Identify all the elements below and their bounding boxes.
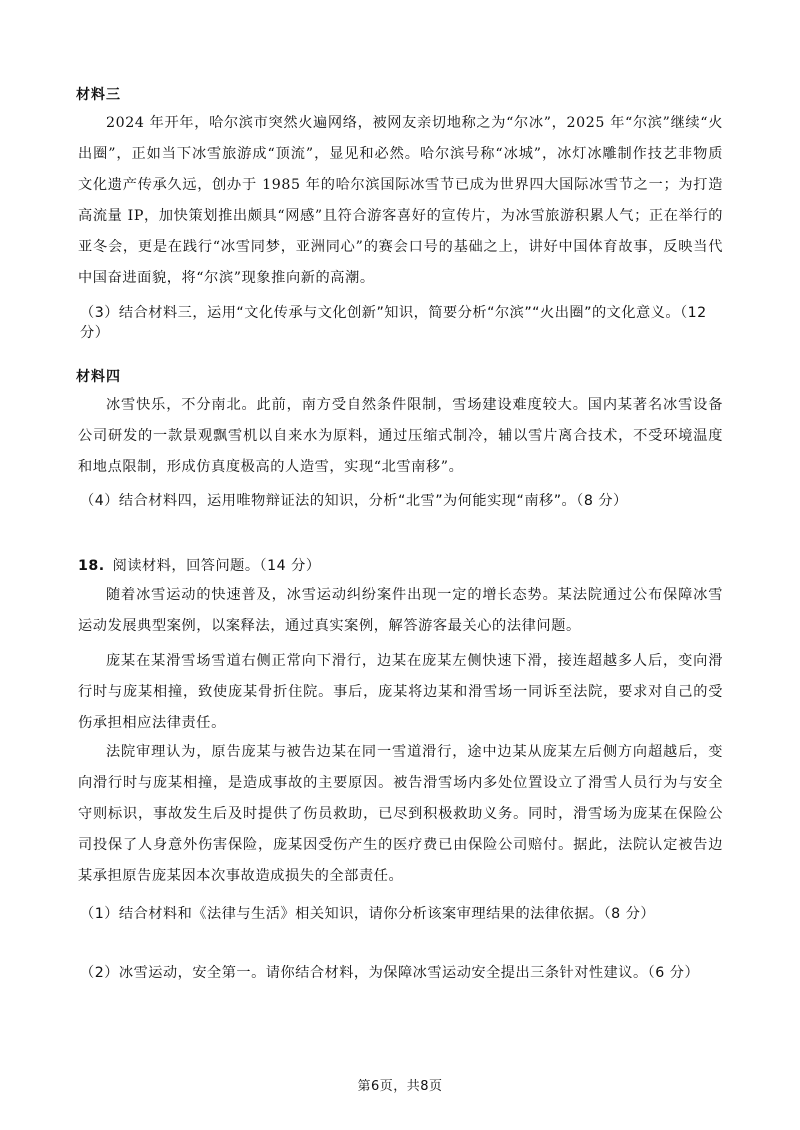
question-18-prompt: 阅读材料，回答问题。（14 分） — [112, 558, 321, 574]
material3-paragraph: 2024 年开年，哈尔滨市突然火遍网络，被网友亲切地称之为“尔冰”，2025 年“尔滨”继续“火出圈”，正如当下冰雪旅游成“顶流”，显见和必然。哈尔滨号称“冰城”，冰灯冰雕制作技艺非物质文化遗产传承久远，创办于 1985 年的哈尔滨国际冰雪节已成为世界四大国际冰雪节之一；为打造高流量 IP，加快策划推出颇具“网感”且符合游客喜好的宣传片，为冰雪旅游积累人气；正在举行的亚冬会，更是在践行“冰雪同梦，亚洲同心”的赛会口号的基础之上，讲好中国体育故事，反映当代中国奋进面貌，将“尔滨”现象推向新的高潮。 — [78, 115, 723, 286]
question-18-1: （1）结合材料和《法律与生活》相关知识，请你分析该案审理结果的法律依据。（8 分） — [80, 906, 656, 922]
material4-paragraph: 冰雪快乐，不分南北。此前，南方受自然条件限制，雪场建设难度较大。国内某著名冰雪设备公司研发的一款景观飘雪机以自来水为原料，通过压缩式制冷，辅以雪片离合技术，不受环境温度和地点限制，形成仿真度极高的人造雪，实现“北雪南移”。 — [78, 397, 723, 475]
q18-paragraph-1: 随着冰雪运动的快速普及，冰雪运动纠纷案件出现一定的增长态势。某法院通过公布保障冰雪运动发展典型案例，以案释法，通过真实案例，解答游客最关心的法律问题。 — [78, 587, 723, 634]
page-number: 第6页，共8页 — [357, 1079, 443, 1094]
q18-paragraph-3: 法院审理认为，原告庞某与被告边某在同一雪道滑行，途中边某从庞某左后侧方向超越后，变向滑行时与庞某相撞，是造成事故的主要原因。被告滑雪场内多处位置设立了滑雪人员行为与安全守则标识，事故发生后及时提供了伤员救助，已尽到积极救助义务。同时，滑雪场为庞某在保险公司投保了人身意外伤害保险，庞某因受伤产生的医疗费已由保险公司赔付。据此，法院认定被告边某承担原告庞某因本次事故造成损失的全部责任。 — [78, 744, 723, 884]
material3-title: 材料三 — [76, 87, 121, 103]
question-4: （4）结合材料四，运用唯物辩证法的知识，分析“北雪”为何能实现“南移”。（8 分） — [80, 493, 628, 509]
question-3: （3）结合材料三，运用“文化传承与文化创新”知识，简要分析“尔滨”“火出圈”的文化意义。（12 分） — [80, 305, 707, 341]
question-18-number: 18. — [78, 558, 105, 574]
question-18-2: （2）冰雪运动，安全第一。请你结合材料，为保障冰雪运动安全提出三条针对性建议。（6 分） — [80, 965, 700, 981]
material4-title: 材料四 — [76, 369, 121, 385]
q18-paragraph-2: 庞某在某滑雪场雪道右侧正常向下滑行，边某在庞某左侧快速下滑，接连超越多人后，变向滑行时与庞某相撞，致使庞某骨折住院。事后，庞某将边某和滑雪场一同诉至法院，要求对自己的受伤承担相应法律责任。 — [78, 653, 723, 731]
question-18-header — [78, 555, 723, 575]
